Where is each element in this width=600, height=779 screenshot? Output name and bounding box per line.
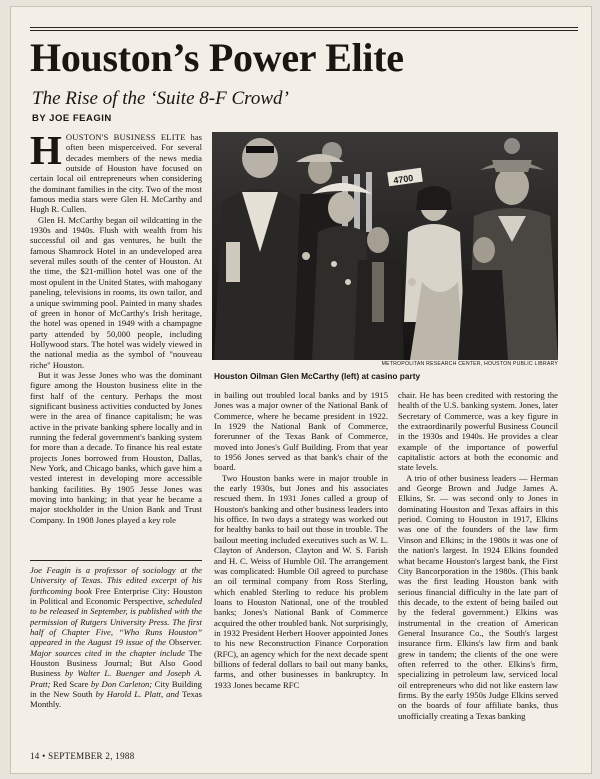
note-text-4: by Walter L. Buenger and Joseph A. Pratt; [30, 668, 202, 689]
photo-sign-number: 4700 [392, 172, 414, 186]
paragraph-rfc: chair. He has been credited with restoring the health of the U.S. banking system. Jones, later Secretary of Commerce, was a key figure in the extraordinarily powerful Business Council in the 1930s and 1940s. He provides a clear example of the importance of powerful capitalistic actors at both the economic and state levels. [398, 390, 558, 473]
note-source-3: City Building in the New South [30, 678, 202, 700]
paragraph-jones: But it was Jesse Jones who was the dominant figure among the Houston business elite in the first half of the century. Perhaps the most significant business activities conducted by Jones were in the area of finance capitalism; he was active in the private banking sphere locally and in running the federal government's banking system for more than a decade. To finance his real estate projects Jones borrowed from Houston, Dallas, New York, and Chicago banks, which gave him a vested interest in developing more accessible banking facilities. By 1905 Jesse Jones was moving into banking; in that year he became a major stockholder in the Union Bank and Trust Company. In 1908 Jones played a key role [30, 369, 202, 525]
paragraph-lead [30, 132, 202, 215]
note-source-2: Red Scare [53, 678, 89, 689]
top-rule [30, 27, 578, 28]
note-divider [30, 560, 202, 561]
article-subhead: The Rise of the ‘Suite 8-F Crowd’ [32, 88, 289, 109]
paragraph-mccarthy: Glen H. McCarthy began oil wildcatting in the 1930s and 1940s. Flush with wealth from his successful oil and gas ventures, he built the famous Shamrock Hotel in an undeveloped area several miles south of the center of Houston. At the time, the $21-million hotel was one of the most opulent in the United States, with mahogany paneling, televisions in rooms, its own tailor, and a unique swimming pool. Painted in many shades of green in honor of McCarthy's Irish heritage, the hotel was opened in 1949 with a champagne party attended by 50,000 people, including Hollywood stars. The hotel was widely viewed in the national media as the symbol of "nouveau riche" Houston. [30, 214, 202, 370]
article-byline: BY JOE FEAGIN [32, 113, 112, 124]
drop-cap: H [30, 132, 62, 173]
photo-illustration [212, 132, 558, 360]
article-column-3 [398, 390, 558, 770]
author-note [30, 565, 202, 740]
note-source-1: The Houston Business Journal; [30, 647, 202, 669]
photo-credit: METROPOLITAN RESEARCH CENTER, HOUSTON PUBLIC LIBRARY [381, 361, 558, 367]
note-observer: Observer. [168, 637, 202, 648]
article-column-2 [214, 390, 388, 770]
paragraph-banks-1: in bailing out troubled local banks and by 1915 Jones was a major owner of the National Bank of Commerce, where he became president in 1922. In 1929 the National Bank of Commerce, forerunner of the Texas Bank of Commerce, moved into Jones's Gulf Building. From that year to 1956 Jones served as that bank's chair of the board. [214, 390, 388, 473]
paragraph-banks-2: Two Houston banks were in major trouble in the early 1930s, but Jones and his associates rescued them. In 1931 Jones called a group of Houston's banking and other business leaders into his office. In two days a strategy was worked out for healthy banks to bail out those in trouble. The bailout meeting included executives such as W. L. Clayton of Anderson, Clayton and W. S. Farish and H. C. Weiss of Humble Oil. The arrangement was complicated: Humble Oil agreed to purchase an oil terminal company from Ross Sterling, which enabled Sterling to reduce his problem loans to Houston National, one of the troubled banks; Jones's National Bank of Commerce acquired the other troubled bank. Not surprisingly, in 1932 President Herbert Hoover appointed Jones to his new Reconstruction Finance Corporation (RFC), an agency which for the next decade spent billions of federal dollars to bail out many banks, farms, and other businesses in bankruptcy. In 1933 Jones became RFC [214, 472, 388, 690]
note-text-3: Major sources cited in the chapter include [30, 647, 189, 658]
article-column-1 [30, 132, 202, 557]
note-text-5: by Don Carleton; [88, 678, 155, 689]
top-rule-thin [30, 30, 578, 31]
note-source-but-also: But Also Good Business [30, 658, 202, 679]
page-footer: 14 • SEPTEMBER 2, 1988 [30, 751, 135, 761]
note-source-4: Texas Monthly. [30, 689, 202, 710]
article-headline: Houston’s Power Elite [30, 35, 404, 80]
note-text-2: scheduled to be released in September, is published with the permission of Rutgers University Press. The first half of Chapter Five, “Who Runs Houston” appeared in the August 19 issue of the [30, 596, 202, 648]
note-book-title: Free Enterprise City: Houston in Political and Economic Perspective, [30, 585, 202, 607]
photo-caption: Houston Oilman Glen McCarthy (left) at casino party [214, 371, 421, 381]
paragraph-elkins: A trio of other business leaders — Herman and George Brown and Judge James A. Elkins, Sr. — was second only to Jones in dominating Houston and Texas affairs in this period. Coming to Houston in 1917, Elkins was one of the founders of the law firm Vinson and Elkins; in the 1980s it was one of the nation's largest. In 1924 Elkins founded what became Houston's largest bank, the First City Bancorporation in the 1980s. (This bank was the first leading Houston bank with serious financial difficulty in the late part of this decade, to the extent of being bailed out by the federal government.) Elkins was instrumental in the creation of American General Insurance Co., the South's largest insurance firm. Elkins's law firm and bank grew in tandem; the clients of the one were often referred to the other. Elkins's firm, specializing in petroleum law, serviced local oil entrepreneurs who did not like eastern law firms. By the early 1950s Judge Elkins served on the boards of four affiliate banks, thus unofficially creating a Texas banking [398, 472, 558, 721]
lead-in-caps: OUSTON'S BUSINESS ELITE [65, 132, 186, 142]
casino-party-photo [212, 132, 558, 360]
lead-paragraph-text: has often been misperceived. For several decades members of the news media outside of Houston have focused on certain local oil entrepreneurs when considering the dominant families in the city. Two of the most famous media stars were Glen H. McCarthy and Hugh R. Cullen. [30, 132, 202, 215]
note-text-1: Joe Feagin is a professor of sociology at the University of Texas. This edited excerpt of his forthcoming book [30, 565, 202, 596]
note-text-6: by Harold L. Platt, and [92, 689, 183, 700]
